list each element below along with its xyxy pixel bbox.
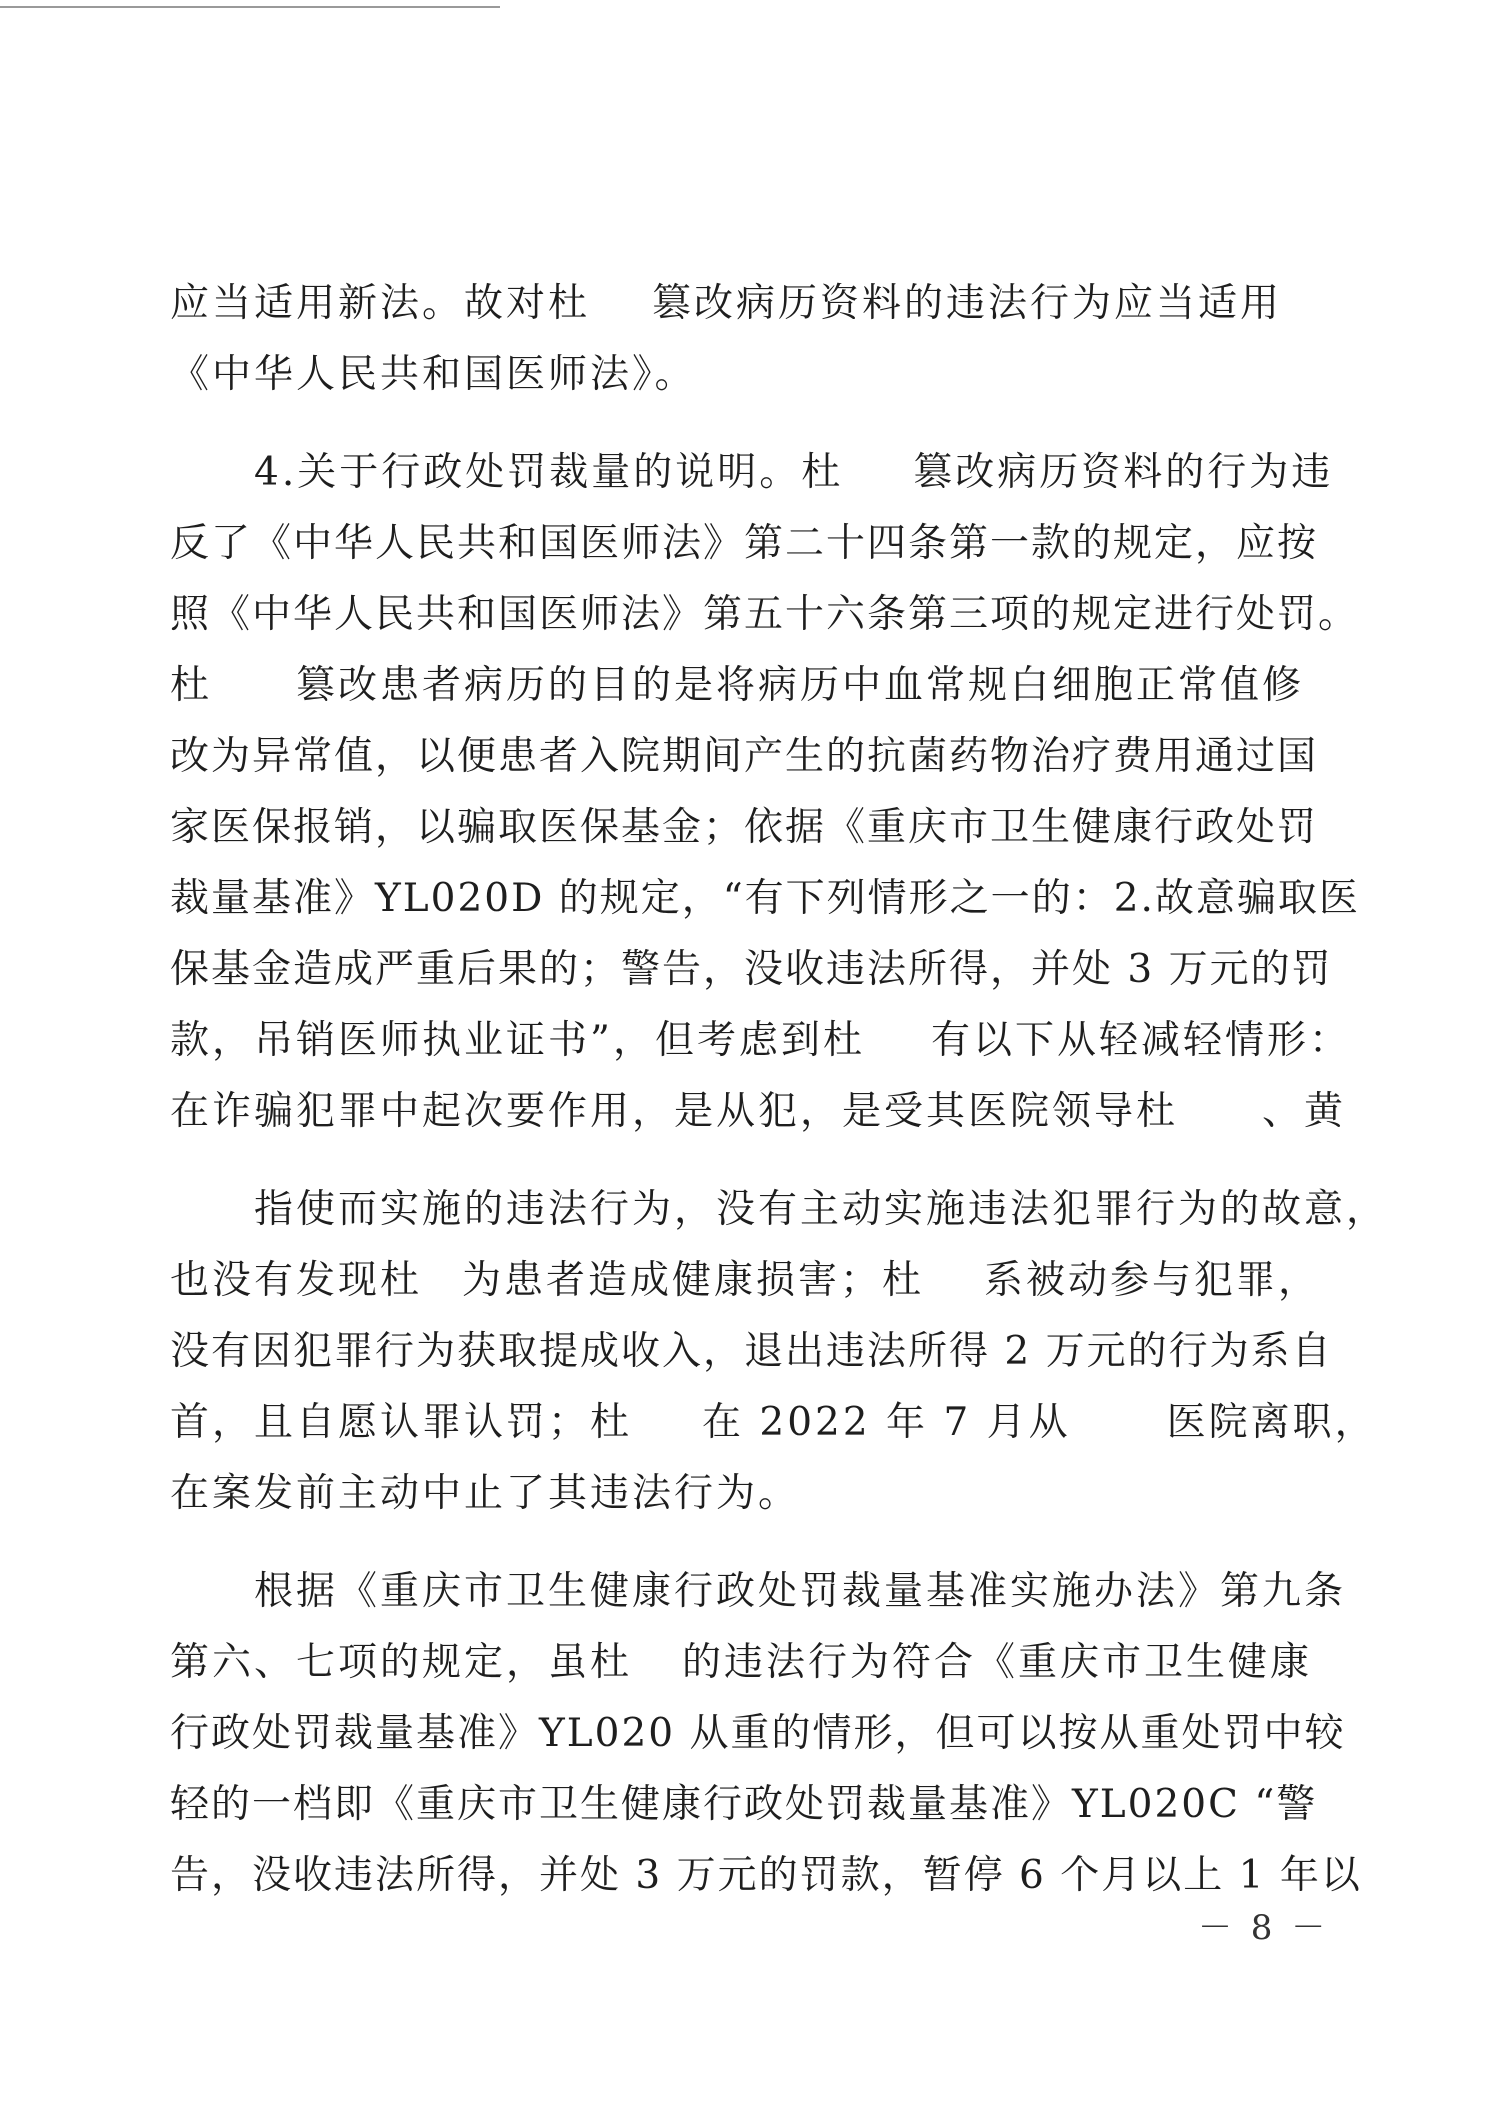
document-body (170, 268, 1389, 1911)
scan-edge-line (0, 6, 500, 8)
text-line-6: 杜 篡改患者病历的目的是将病历中血常规白细胞正常值修 (170, 663, 1305, 708)
text-line-12: 在诈骗犯罪中起次要作用，是从犯，是受其医院领导杜 、黄 (170, 1089, 1347, 1134)
redacted-name (212, 669, 296, 707)
text-line-10: 保基金造成严重后果的；警告，没收违法所得，并处 3 万元的罚 (170, 947, 1333, 992)
text-line-5: 照《中华人民共和国医师法》第五十六条第三项的规定进行处罚。 (170, 592, 1360, 637)
text-line-19: 第六、七项的规定，虽杜 的违法行为符合《重庆市卫生健康 (170, 1640, 1313, 1685)
redacted-name (1178, 1095, 1262, 1133)
text-line-15: 没有因犯罪行为获取提成收入，退出违法所得 2 万元的行为系自 (170, 1329, 1333, 1374)
redacted-name (924, 1264, 984, 1302)
text-line-14: 也没有发现杜 为患者造成健康损害；杜 系被动参与犯罪， (170, 1258, 1321, 1303)
redacted-name (865, 1024, 931, 1062)
text-line-16: 首，且自愿认罪认罚；杜 在 2022 年 7 月从 医院离职， (170, 1400, 1377, 1445)
text-line-17: 在案发前主动中止了其违法行为。 (170, 1471, 801, 1516)
redacted-name (843, 456, 913, 494)
text-line-3: 4.关于行政处罚裁量的说明。杜 篡改病历资料的行为违 (254, 450, 1334, 495)
page-number: － 8 － (1198, 1908, 1330, 1948)
text-line-21: 轻的一档即《重庆市卫生健康行政处罚裁量基准》YL020C “警 (170, 1782, 1318, 1827)
text-line-20: 行政处罚裁量基准》YL020 从重的情形，但可以按从重处罚中较 (170, 1711, 1346, 1756)
redacted-name (632, 1646, 682, 1684)
text-line-7: 改为异常值，以便患者入院期间产生的抗菌药物治疗费用通过国 (170, 734, 1319, 779)
text-line-1: 应当适用新法。故对杜 篡改病历资料的违法行为应当适用 (170, 281, 1283, 326)
redacted-name (422, 1264, 462, 1302)
text-line-22: 告，没收违法所得，并处 3 万元的罚款，暂停 6 个月以上 1 年以 (170, 1853, 1362, 1898)
redacted-name (590, 287, 652, 325)
text-line-13: 指使而实施的违法行为，没有主动实施违法犯罪行为的故意， (254, 1187, 1389, 1232)
text-line-18: 根据《重庆市卫生健康行政处罚裁量基准实施办法》第九条 (254, 1569, 1347, 1614)
redacted-hospital (1071, 1406, 1167, 1444)
text-line-11: 款，吊销医师执业证书”，但考虑到杜 有以下从轻减轻情形： (170, 1018, 1351, 1063)
text-line-9: 裁量基准》YL020D 的规定，“有下列情形之一的：2.故意骗取医 (170, 876, 1360, 921)
text-line-8: 家医保报销，以骗取医保基金；依据《重庆市卫生健康行政处罚 (170, 805, 1319, 850)
redacted-name (632, 1406, 702, 1444)
text-line-4: 反了《中华人民共和国医师法》第二十四条第一款的规定，应按 (170, 521, 1319, 566)
text-line-2: 《中华人民共和国医师法》。 (170, 352, 697, 397)
